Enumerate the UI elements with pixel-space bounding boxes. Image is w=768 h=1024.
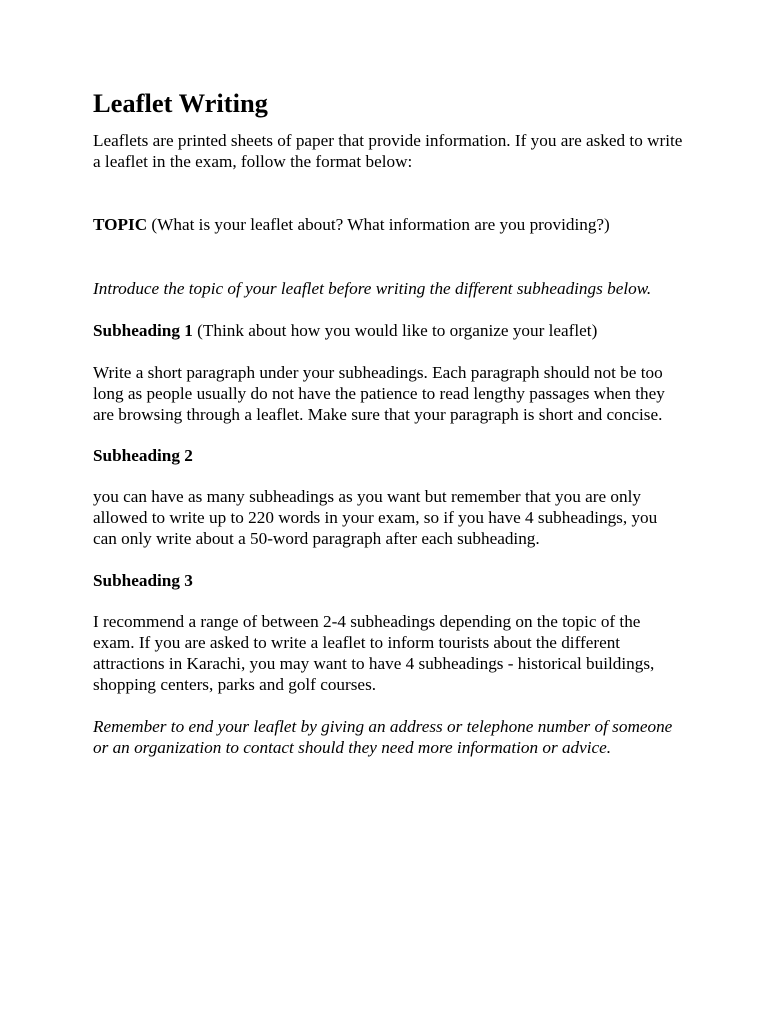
topic-label: TOPIC (93, 215, 148, 234)
topic-line (93, 214, 683, 235)
subheading-3-label: Subheading 3 (93, 571, 193, 590)
intro-paragraph: Leaflets are printed sheets of paper that provide information. If you are asked to write a leaflet in the exam, follow the format below: (93, 131, 683, 171)
subheading-1 (93, 320, 683, 341)
subheading-1-label: Subheading 1 (93, 321, 193, 340)
paragraph-2: you can have as many subheadings as you want but remember that you are only allowed to write up to 220 words in your exam, so if you have 4 subheadings, you can only write about a 50-word paragraph after each subheading. (93, 487, 658, 548)
topic-instruction: Introduce the topic of your leaflet before writing the different subheadings below. (93, 279, 652, 298)
subheading-1-note: (Think about how you would like to organize your leaflet) (192, 321, 598, 340)
document-page (93, 84, 683, 758)
subheading-3 (93, 570, 683, 591)
subheading-2-label: Subheading 2 (93, 446, 193, 465)
page-title: Leaflet Writing (93, 88, 268, 118)
subheading-2 (93, 445, 683, 466)
closing-note: Remember to end your leaflet by giving an address or telephone number of someone or an organization to contact should they need more information or advice. (93, 717, 673, 757)
paragraph-1: Write a short paragraph under your subheadings. Each paragraph should not be too long as people usually do not have the patience to read lengthy passages when they are browsing through a leaflet. Make sure that your paragraph is short and concise. (93, 363, 665, 424)
paragraph-3: I recommend a range of between 2-4 subheadings depending on the topic of the exam. If you are asked to write a leaflet to inform tourists about the different attractions in Karachi, you may want to have 4 subheadings - historical buildings, shopping centers, parks and golf courses. (93, 612, 655, 694)
topic-note: (What is your leaflet about? What information are you providing?) (147, 215, 610, 234)
